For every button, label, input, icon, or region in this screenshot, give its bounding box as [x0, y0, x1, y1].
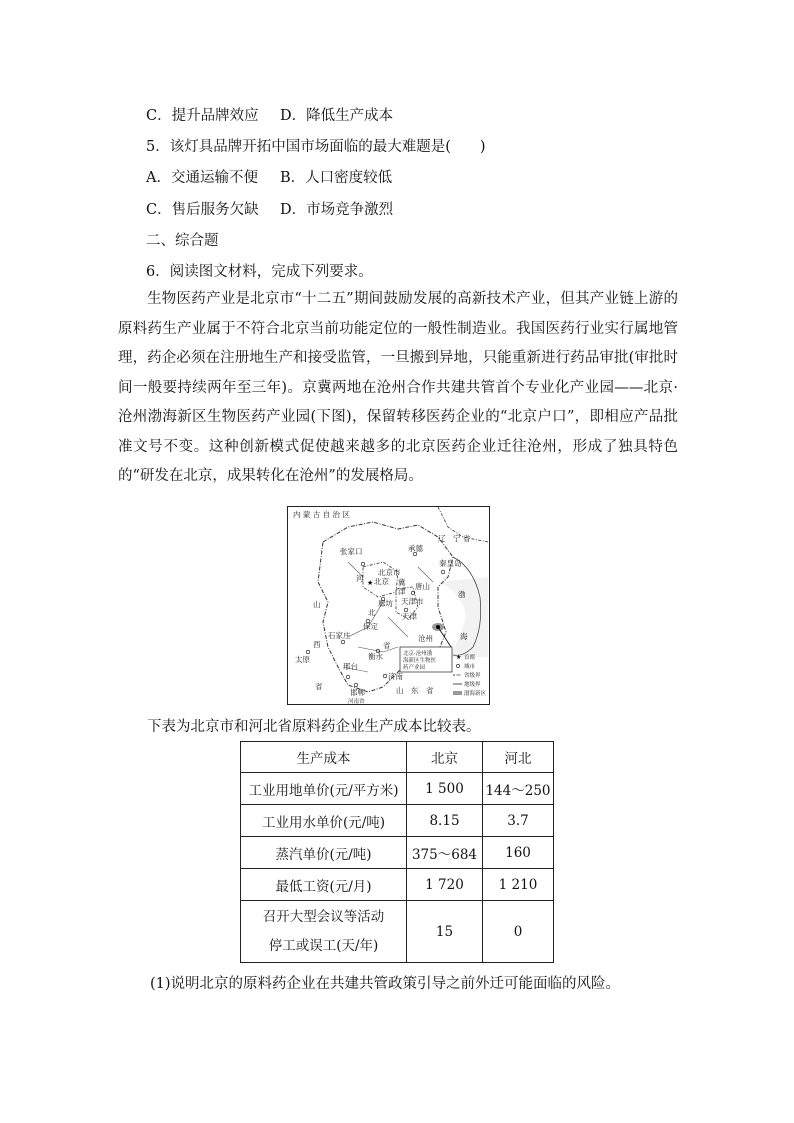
table-row-label-line2: 停工或误工(天/年) [268, 937, 379, 954]
table-cell-beijing: 375～684 [407, 837, 483, 869]
section-title: 二、综合题 [146, 233, 219, 249]
table-cell-beijing: 15 [407, 901, 483, 963]
table-cell-hebei: 144～250 [483, 773, 554, 805]
q5-option-d: D．市场竞争激烈 [280, 202, 394, 218]
svg-text:承德: 承德 [408, 544, 423, 553]
table-cell-hebei: 3.7 [483, 805, 554, 837]
table-header-cost: 生产成本 [241, 742, 407, 773]
svg-text:保定: 保定 [363, 622, 378, 631]
svg-text:邢台: 邢台 [343, 662, 358, 671]
svg-text:首都: 首都 [464, 655, 476, 661]
svg-text:廊坊: 廊坊 [378, 599, 393, 608]
svg-text:省: 省 [383, 641, 391, 650]
q5-stem: 5．该灯具品牌开拓中国市场面临的最大难题是( ) [146, 139, 486, 155]
svg-text:省: 省 [315, 682, 323, 691]
svg-text:秦皇岛: 秦皇岛 [439, 559, 462, 568]
svg-text:唐山: 唐山 [415, 582, 430, 591]
svg-text:太原: 太原 [295, 655, 310, 664]
table-row-label-line1: 召开大型会议等活动 [262, 908, 385, 925]
svg-text:★: ★ [456, 654, 462, 661]
map-legend [453, 653, 487, 697]
svg-text:济南: 济南 [388, 672, 403, 681]
q4-option-c: C．提升品牌效应 [146, 108, 259, 124]
q5-option-a: A．交通运输不便 [146, 170, 258, 186]
svg-text:石家庄: 石家庄 [328, 631, 351, 640]
svg-text:河南省: 河南省 [348, 699, 365, 704]
svg-text:城市: 城市 [464, 664, 476, 670]
table-cell-beijing: 1 720 [407, 869, 483, 901]
table-cell-hebei: 1 210 [483, 869, 554, 901]
svg-text:河: 河 [356, 574, 364, 583]
svg-text:山: 山 [313, 600, 321, 609]
svg-text:渤海新区: 渤海新区 [464, 691, 487, 697]
svg-text:海: 海 [460, 632, 468, 641]
cost-comparison-table [240, 741, 554, 963]
svg-text:北京: 北京 [374, 577, 389, 586]
svg-text:西: 西 [313, 640, 321, 649]
svg-text:北: 北 [368, 608, 376, 617]
svg-text:渤: 渤 [458, 590, 466, 599]
svg-text:省级界: 省级界 [464, 673, 481, 679]
q6-stem: 6．阅读图文材料，完成下列要求。 [146, 264, 373, 280]
svg-text:★: ★ [367, 579, 374, 587]
table-header-hebei: 河北 [483, 742, 554, 773]
table-row-label: 工业用水单价(元/吨) [241, 805, 407, 837]
table-row-label: 工业用地单价(元/平方米) [241, 773, 407, 805]
svg-text:地级界: 地级界 [464, 682, 481, 688]
svg-text:海新区生物医: 海新区生物医 [403, 658, 437, 664]
svg-text:邯郸: 邯郸 [350, 688, 365, 697]
svg-text:天津市: 天津市 [401, 597, 424, 606]
table-caption: 下表为北京市和河北省原料药企业生产成本比较表。 [147, 719, 481, 735]
q4-option-d: D．降低生产成本 [280, 108, 394, 124]
svg-text:张家口: 张家口 [340, 547, 363, 556]
svg-text:津: 津 [398, 587, 406, 596]
svg-text:辽 宁 省: 辽 宁 省 [438, 534, 471, 543]
svg-text:山 东 省: 山 东 省 [396, 686, 434, 695]
svg-text:药产业园: 药产业园 [403, 665, 426, 671]
svg-text:衡水: 衡水 [368, 652, 383, 661]
q5-option-b: B．人口密度较低 [280, 170, 393, 186]
beijing-hebei-map [287, 506, 490, 705]
table-cell-beijing: 1 500 [407, 773, 483, 805]
table-cell-beijing: 8.15 [407, 805, 483, 837]
q5-option-c: C．售后服务欠缺 [146, 202, 259, 218]
label-inner-mongolia: 内 蒙 古 自 治 区 [293, 510, 350, 519]
q6-subquestion-1: (1)说明北京的原料药企业在共建共管政策引导之前外迁可能面临的风险。 [150, 976, 621, 992]
table-header-beijing: 北京 [407, 742, 483, 773]
table-row-label: 蒸汽单价(元/吨) [241, 837, 407, 869]
table-cell-hebei: 0 [483, 901, 554, 963]
svg-text:北京·沧州渤: 北京·沧州渤 [403, 651, 433, 657]
table-row-label: 最低工资(元/月) [241, 869, 407, 901]
table-row-label [241, 901, 407, 963]
svg-text:沧州: 沧州 [418, 634, 433, 643]
svg-text:冀: 冀 [398, 578, 406, 587]
svg-text:天津: 天津 [402, 612, 417, 621]
q6-paragraph: 生物医药产业是北京市“十二五”期间鼓励发展的高新技术产业，但其产业链上游的原料药生产业属于不符合北京当前功能定位的一般性制造业。我国医药行业实行属地管理，药企必须在注册地生产和接受监管，一旦搬到异地，只能重新进行药品审批(审批时间一般要持续两年至三年)。京冀两地在沧州合作共建共管首个专业化产业园——北京·沧州渤海新区生物医药产业园(下图)，保留转移医药企业的“北京户口”，即相应产品批准文号不变。这种创新模式促使越来越多的北京医药企业迁往沧州，形成了独具特色的“研发在北京，成果转化在沧州”的发展格局。 [118, 291, 678, 484]
svg-text:北京市: 北京市 [378, 568, 401, 577]
table-cell-hebei: 160 [483, 837, 554, 869]
